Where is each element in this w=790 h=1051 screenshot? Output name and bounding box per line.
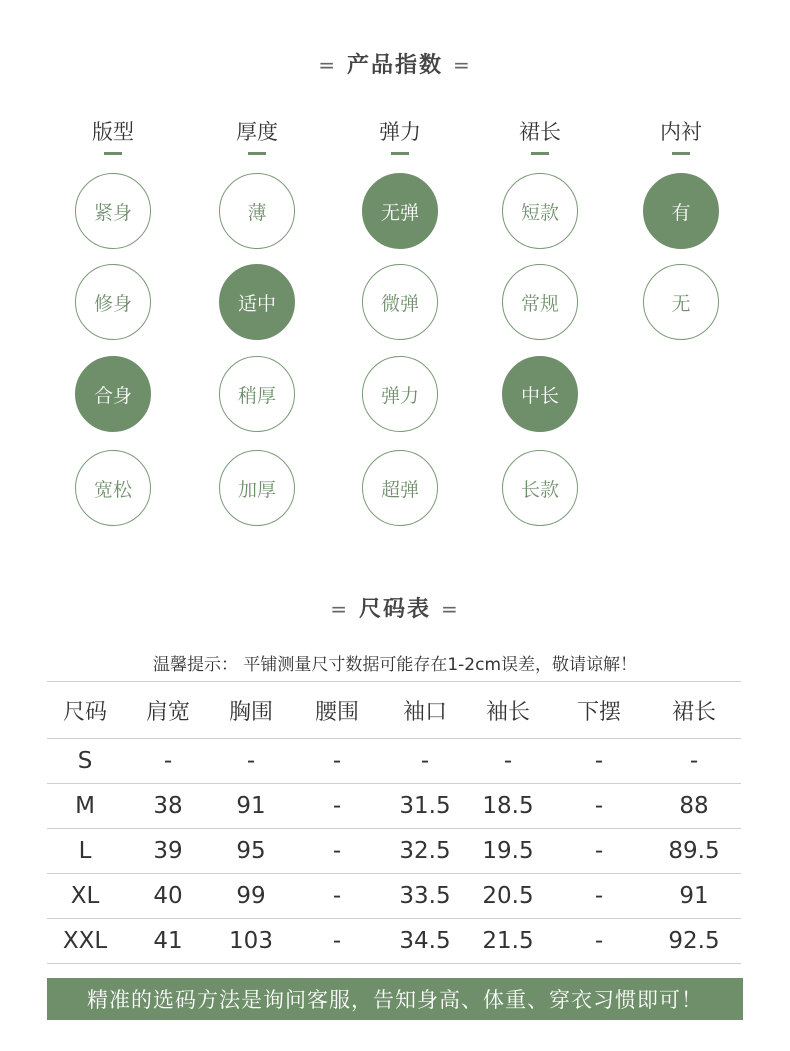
table-cell: 19.5 [465, 829, 551, 874]
option-circle: 加厚 [219, 450, 295, 526]
header-cell: 尺码 [47, 682, 123, 739]
table-cell: 20.5 [465, 874, 551, 919]
heading-underline [391, 152, 409, 155]
column-heading-thickness: 厚度 [236, 120, 278, 144]
table-cell: 99 [213, 874, 289, 919]
table-cell: XXL [47, 919, 123, 964]
table-cell: - [213, 739, 289, 784]
table-row [47, 784, 741, 829]
table-cell: 18.5 [465, 784, 551, 829]
table-cell: 34.5 [385, 919, 465, 964]
product-index-title: = 产品指数 = [318, 53, 472, 78]
table-cell: M [47, 784, 123, 829]
table-cell: - [289, 739, 385, 784]
option-circle: 宽松 [75, 450, 151, 526]
table-cell: - [289, 829, 385, 874]
table-cell: 88 [647, 784, 741, 829]
measurement-tip: 温馨提示： 平铺测量尺寸数据可能存在1-2cm误差，敬请谅解！ [152, 655, 638, 675]
option-circle: 弹力 [362, 356, 438, 432]
header-cell: 肩宽 [123, 682, 213, 739]
option-circle: 无 [643, 264, 719, 340]
column-heading-elasticity: 弹力 [379, 120, 421, 144]
header-cell: 胸围 [213, 682, 289, 739]
option-circle: 紧身 [75, 173, 151, 249]
table-cell: 39 [123, 829, 213, 874]
table-cell: - [551, 919, 647, 964]
table-cell: - [551, 784, 647, 829]
size-chart-title: = 尺码表 = [330, 597, 460, 622]
table-cell: 91 [647, 874, 741, 919]
table-cell: 41 [123, 919, 213, 964]
table-cell: - [385, 739, 465, 784]
option-circle-selected: 适中 [219, 264, 295, 340]
option-circle: 稍厚 [219, 356, 295, 432]
header-cell: 腰围 [289, 682, 385, 739]
table-row [47, 829, 741, 874]
table-cell: XL [47, 874, 123, 919]
table-cell: - [123, 739, 213, 784]
header-cell: 裙长 [647, 682, 741, 739]
table-cell: - [551, 829, 647, 874]
column-heading-lining: 内衬 [660, 120, 702, 144]
table-cell: 95 [213, 829, 289, 874]
option-circle-selected: 中长 [502, 356, 578, 432]
heading-underline [531, 152, 549, 155]
option-circle: 超弹 [362, 450, 438, 526]
heading-underline [248, 152, 266, 155]
table-cell: 40 [123, 874, 213, 919]
table-cell: 103 [213, 919, 289, 964]
table-cell: 32.5 [385, 829, 465, 874]
column-heading-skirt-length: 裙长 [519, 120, 561, 144]
table-cell: 92.5 [647, 919, 741, 964]
table-cell: S [47, 739, 123, 784]
table-cell: 91 [213, 784, 289, 829]
option-circle: 微弹 [362, 264, 438, 340]
table-header-row [47, 682, 741, 739]
table-cell: - [647, 739, 741, 784]
header-cell: 下摆 [551, 682, 647, 739]
option-circle-selected: 合身 [75, 356, 151, 432]
table-cell: - [551, 739, 647, 784]
table-cell: - [465, 739, 551, 784]
table-cell: - [289, 874, 385, 919]
table-cell: 38 [123, 784, 213, 829]
table-cell: - [289, 919, 385, 964]
size-table [47, 681, 741, 964]
header-cell: 袖长 [465, 682, 551, 739]
table-row [47, 919, 741, 964]
header-cell: 袖口 [385, 682, 465, 739]
table-cell: 89.5 [647, 829, 741, 874]
column-heading-fit: 版型 [92, 120, 134, 144]
option-circle: 短款 [502, 173, 578, 249]
heading-underline [672, 152, 690, 155]
heading-underline [104, 152, 122, 155]
table-cell: 31.5 [385, 784, 465, 829]
table-row [47, 874, 741, 919]
table-cell: - [551, 874, 647, 919]
option-circle: 常规 [502, 264, 578, 340]
table-cell: L [47, 829, 123, 874]
table-cell: 21.5 [465, 919, 551, 964]
table-row [47, 739, 741, 784]
table-cell: - [289, 784, 385, 829]
size-advice-banner: 精准的选码方法是询问客服，告知身高、体重、穿衣习惯即可！ [47, 978, 743, 1020]
option-circle: 修身 [75, 264, 151, 340]
option-circle: 长款 [502, 450, 578, 526]
option-circle: 薄 [219, 173, 295, 249]
option-circle-selected: 有 [643, 173, 719, 249]
table-cell: 33.5 [385, 874, 465, 919]
option-circle-selected: 无弹 [362, 173, 438, 249]
